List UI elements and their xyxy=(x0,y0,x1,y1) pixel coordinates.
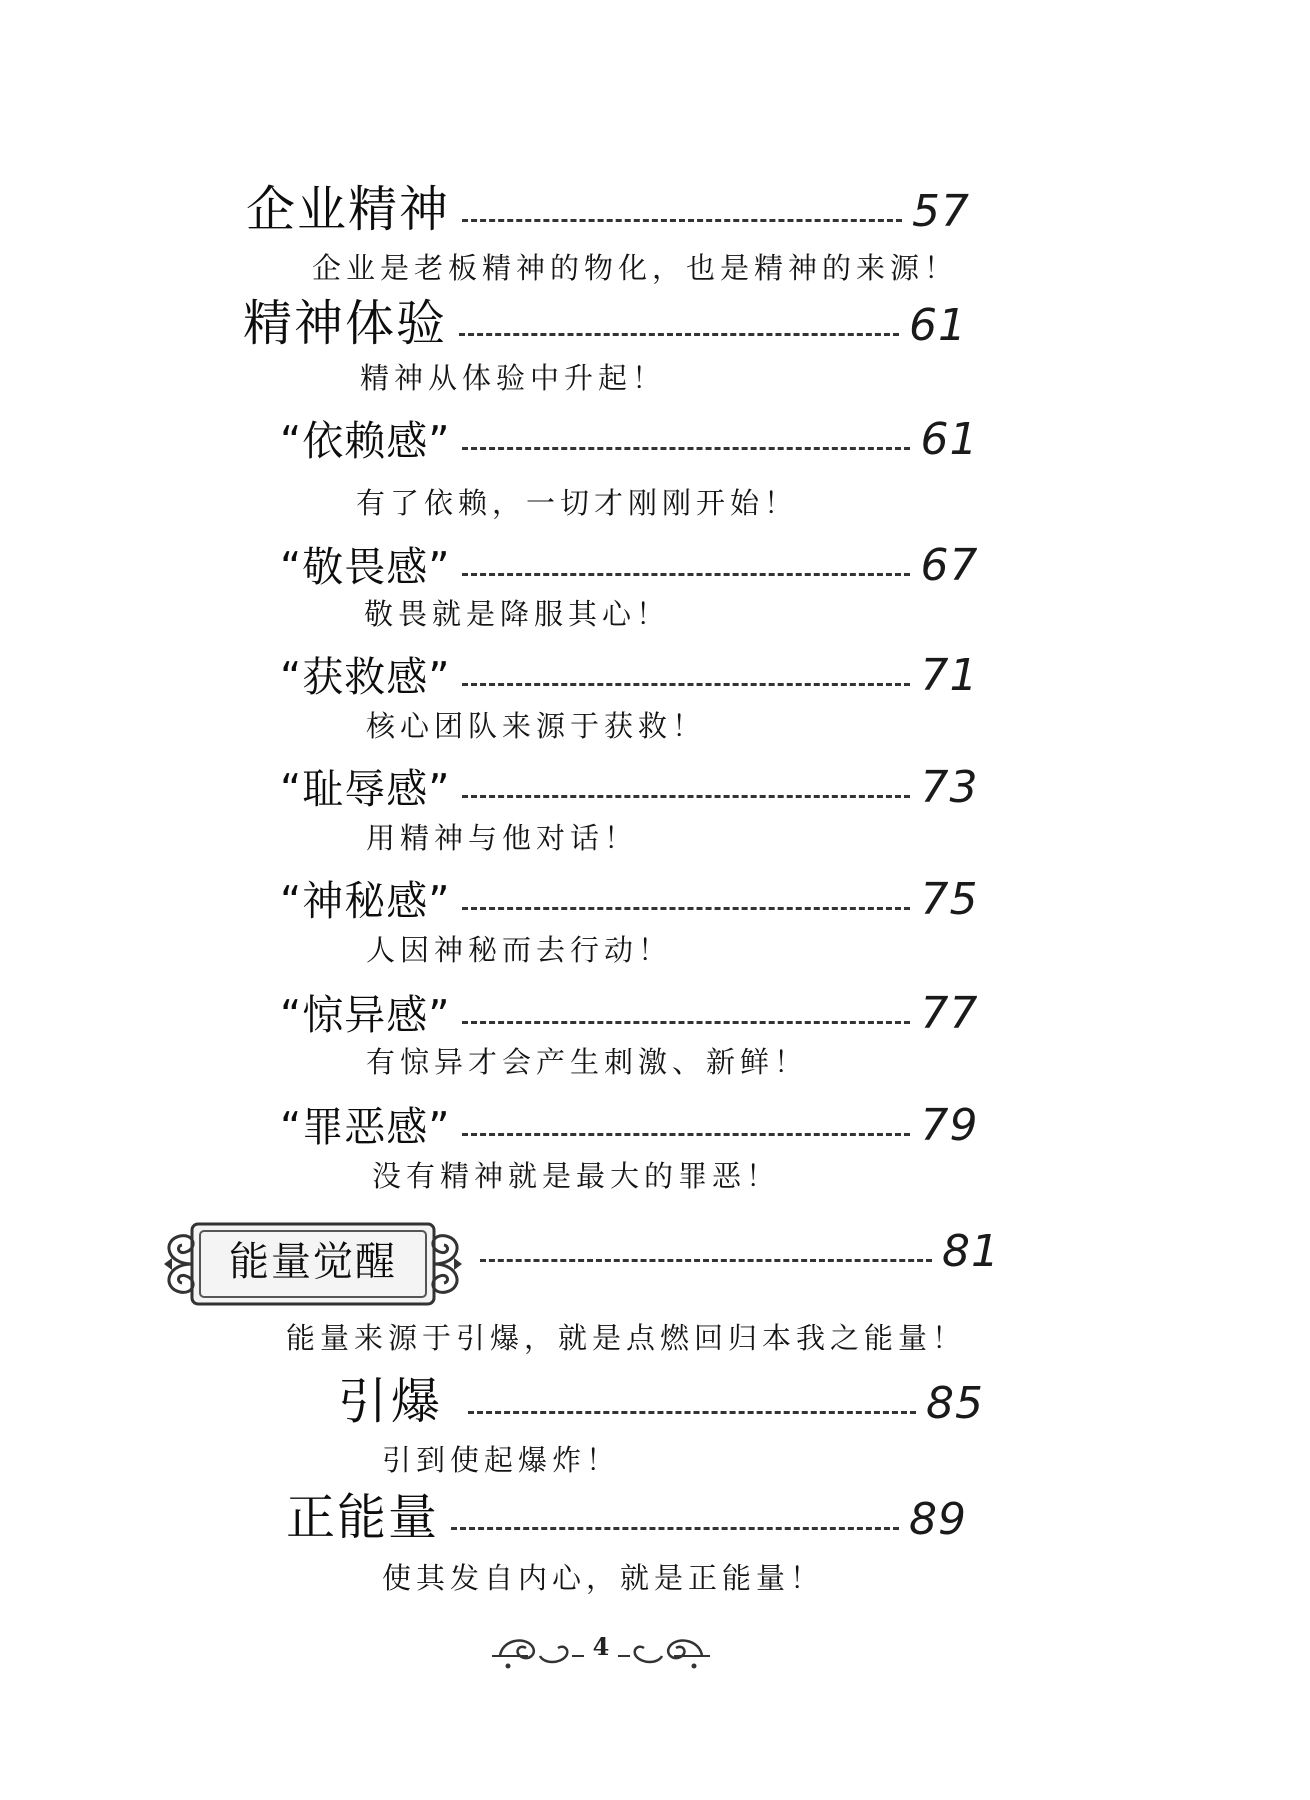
toc-entry-desc: 企业是老板精神的物化，也是精神的来源！ xyxy=(312,251,959,285)
toc-entry-page: 67 xyxy=(920,540,979,591)
toc-entry-page: 61 xyxy=(909,300,968,351)
toc-entry-page: 61 xyxy=(920,414,979,465)
toc-entry-desc: 用精神与他对话！ xyxy=(366,821,639,855)
toc-entry-desc: 有惊异才会产生刺激、新鲜！ xyxy=(366,1045,809,1079)
toc-entry[interactable] xyxy=(0,1480,1310,1546)
toc-entry[interactable] xyxy=(0,400,1310,465)
toc-entry[interactable] xyxy=(0,286,1310,352)
dotted-leader xyxy=(459,329,899,336)
toc-entry-title: “敬畏感” xyxy=(280,543,451,591)
toc-entry[interactable] xyxy=(0,172,1310,238)
toc-entry[interactable] xyxy=(0,1086,1310,1151)
toc-entry-desc: 人因神秘而去行动！ xyxy=(366,933,673,967)
toc-entry-desc: 敬畏就是降服其心！ xyxy=(364,597,671,631)
dotted-leader xyxy=(462,1129,910,1136)
toc-entry[interactable] xyxy=(0,1364,1310,1430)
toc-entry-desc: 引到使起爆炸！ xyxy=(382,1443,621,1477)
toc-entry-title: 企业精神 xyxy=(246,181,451,238)
dotted-leader xyxy=(480,1255,932,1262)
toc-entry[interactable] xyxy=(0,748,1310,813)
section-desc: 能量来源于引爆，就是点燃回归本我之能量！ xyxy=(286,1321,967,1355)
toc-entry-desc: 核心团队来源于获救！ xyxy=(366,709,707,743)
toc-entry-page: 57 xyxy=(912,186,971,237)
toc-entry-desc: 使其发自内心，就是正能量！ xyxy=(382,1561,825,1595)
toc-entry-title: 引爆 xyxy=(338,1373,445,1430)
toc-entry-desc: 有了依赖，一切才刚刚开始！ xyxy=(356,486,799,520)
toc-entry[interactable] xyxy=(0,526,1310,591)
dotted-leader xyxy=(462,791,910,798)
toc-entry-title: “获救感” xyxy=(280,653,451,701)
toc-entry-title: “神秘感” xyxy=(280,877,451,925)
dotted-leader xyxy=(462,679,910,686)
toc-entry-page: 71 xyxy=(920,650,979,701)
toc-entry-title: 精神体验 xyxy=(243,295,448,352)
page-number: 4 xyxy=(592,1632,610,1661)
dotted-leader xyxy=(462,569,910,576)
toc-entry-title: “罪恶感” xyxy=(280,1103,451,1151)
dotted-leader xyxy=(462,215,902,222)
toc-entry-title: “依赖感” xyxy=(280,417,451,465)
toc-entry[interactable] xyxy=(0,974,1310,1039)
toc-entry-page: 75 xyxy=(920,874,979,925)
toc-entry-page: 85 xyxy=(926,1378,985,1429)
toc-entry-page: 77 xyxy=(920,988,979,1039)
section-entry[interactable] xyxy=(0,1212,1310,1277)
toc-entry-desc: 精神从体验中升起！ xyxy=(360,361,667,395)
toc-entry-page: 89 xyxy=(909,1494,968,1545)
toc-entry[interactable] xyxy=(0,636,1310,701)
dotted-leader xyxy=(462,443,910,450)
section-title: 能量觉醒 xyxy=(229,1239,397,1285)
toc-entry-title: 正能量 xyxy=(286,1489,440,1546)
toc-entry-title: “惊异感” xyxy=(280,991,451,1039)
toc-entry[interactable] xyxy=(0,860,1310,925)
dotted-leader xyxy=(462,1017,910,1024)
toc-entry-desc: 没有精神就是最大的罪恶！ xyxy=(372,1159,781,1193)
dotted-leader xyxy=(451,1523,899,1530)
toc-entry-page: 73 xyxy=(920,762,979,813)
toc-entry-title: “耻辱感” xyxy=(280,765,451,813)
page-footer xyxy=(488,1626,714,1676)
dotted-leader xyxy=(462,903,910,910)
dotted-leader xyxy=(468,1407,916,1414)
toc-entry-page: 79 xyxy=(920,1100,979,1151)
section-page: 81 xyxy=(942,1226,1000,1277)
